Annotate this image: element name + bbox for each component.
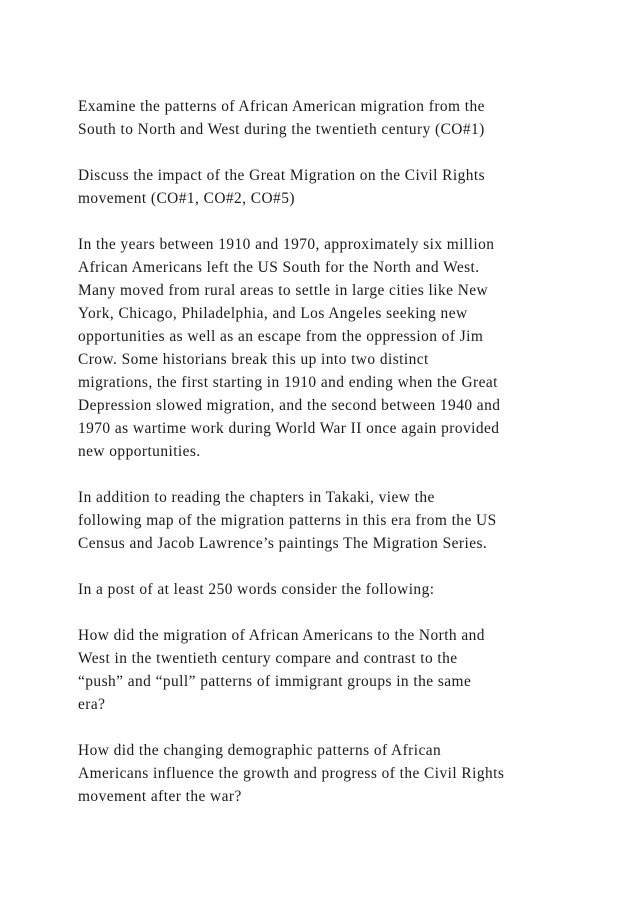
paragraph-objective-1 (78, 95, 578, 141)
text-line: opportunities as well as an escape from the oppression of Jim (78, 328, 484, 345)
text-line: In addition to reading the chapters in Takaki, view the (78, 489, 435, 506)
text-line: “push” and “pull” patterns of immigrant groups in the same (78, 673, 472, 690)
text-line: following map of the migration patterns in this era from the US (78, 512, 497, 529)
text-line: movement (CO#1, CO#2, CO#5) (78, 190, 295, 207)
paragraph-question-1 (78, 624, 578, 716)
paragraph-background (78, 233, 578, 463)
text-line: Many moved from rural areas to settle in large cities like New (78, 282, 489, 299)
text-line: York, Chicago, Philadelphia, and Los Angeles seeking new (78, 305, 468, 322)
text-line: new opportunities. (78, 443, 201, 460)
text-line: In a post of at least 250 words consider the following: (78, 581, 435, 598)
text-line: era? (78, 696, 106, 713)
text-line: movement after the war? (78, 788, 242, 805)
text-line: Depression slowed migration, and the second between 1940 and (78, 397, 501, 414)
text-line: Census and Jacob Lawrence’s paintings The Migration Series. (78, 535, 488, 552)
paragraph-reading (78, 486, 578, 555)
text-line: Examine the patterns of African American migration from the (78, 98, 485, 115)
text-line: African Americans left the US South for the North and West. (78, 259, 480, 276)
document-body (78, 95, 578, 831)
text-line: In the years between 1910 and 1970, approximately six million (78, 236, 495, 253)
text-line: 1970 as wartime work during World War II once again provided (78, 420, 500, 437)
text-line: South to North and West during the twentieth century (CO#1) (78, 121, 485, 138)
paragraph-objective-2 (78, 164, 578, 210)
text-line: How did the changing demographic patterns of African (78, 742, 442, 759)
text-line: How did the migration of African Americans to the North and (78, 627, 485, 644)
text-line: migrations, the first starting in 1910 and ending when the Great (78, 374, 498, 391)
paragraph-instructions (78, 578, 578, 601)
text-line: West in the twentieth century compare and contrast to the (78, 650, 458, 667)
text-line: Crow. Some historians break this up into two distinct (78, 351, 429, 368)
text-line: Discuss the impact of the Great Migration on the Civil Rights (78, 167, 486, 184)
text-line: Americans influence the growth and progress of the Civil Rights (78, 765, 505, 782)
paragraph-question-2 (78, 739, 578, 808)
